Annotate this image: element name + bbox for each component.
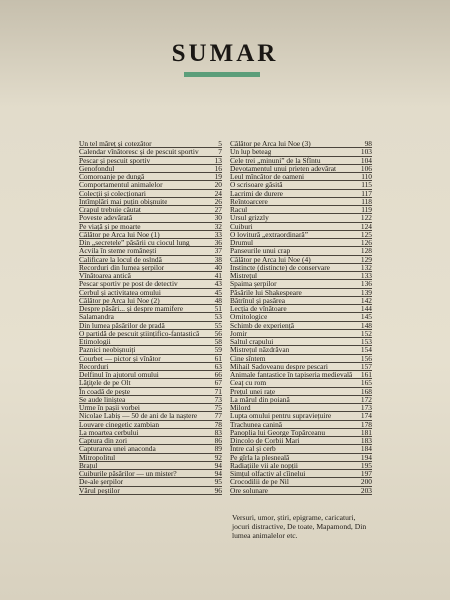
toc-entry-page: 203 xyxy=(360,486,372,495)
toc-entry-page: 126 xyxy=(360,239,372,247)
toc-entry-title: Colecții și colecționari xyxy=(79,189,146,197)
toc-entry-page: 45 xyxy=(214,288,222,297)
toc-entry-page: 119 xyxy=(361,206,372,214)
toc-entry xyxy=(79,462,222,470)
toc-entry-page: 98 xyxy=(364,140,372,148)
toc-entry-title: Păsările lui Shakespeare xyxy=(230,288,302,296)
toc-entry xyxy=(230,445,372,453)
toc-entry-title: Acvila în steme românești xyxy=(79,247,157,255)
toc-entry xyxy=(79,272,222,280)
toc-entry-page: 26 xyxy=(214,197,222,206)
toc-entry-title: Cerbul și activitatea omului xyxy=(79,288,161,296)
toc-entry-title: Capturarea unei anaconda xyxy=(79,445,156,453)
toc-entry xyxy=(79,239,222,247)
toc-entry-page: 73 xyxy=(214,395,222,404)
toc-entry-page: 197 xyxy=(360,470,372,478)
toc-entry-title: Mihail Sadoveanu despre pescari xyxy=(230,362,328,370)
toc-entry-title: Leul mîncător de oameni xyxy=(230,173,305,181)
toc-entry xyxy=(230,198,372,206)
toc-entry-title: Călător pe Arca lui Noe (2) xyxy=(79,296,160,304)
toc-entry-title: Ore solunare xyxy=(230,486,268,494)
toc-entry-page: 32 xyxy=(214,222,222,231)
toc-entry-page: 110 xyxy=(361,173,372,181)
toc-entry-page: 157 xyxy=(360,362,372,371)
toc-entry-page: 144 xyxy=(360,305,372,313)
toc-entry xyxy=(230,478,372,486)
toc-entry xyxy=(79,322,222,330)
toc-entry xyxy=(230,437,372,445)
toc-entry-page: 75 xyxy=(214,404,222,412)
toc-entry-page: 36 xyxy=(214,239,222,247)
toc-entry-page: 19 xyxy=(214,173,222,181)
toc-entry-title: Poveste adevărată xyxy=(79,214,133,222)
toc-entry-title: Din „secretele” păsării cu ciocul lung xyxy=(79,239,190,247)
toc-entry-page: 86 xyxy=(214,437,222,445)
toc-entry-title: Vînătoarea antică xyxy=(79,272,131,280)
toc-entry-page: 20 xyxy=(214,181,222,190)
toc-entry xyxy=(79,363,222,371)
toc-entry xyxy=(230,470,372,478)
toc-entry xyxy=(79,247,222,255)
toc-entry xyxy=(230,346,372,354)
toc-entry-title: Racul xyxy=(230,206,248,214)
toc-entry-title: Ceaț cu rom xyxy=(230,379,267,387)
toc-entry xyxy=(230,313,372,321)
toc-entry xyxy=(79,371,222,379)
toc-entry xyxy=(79,338,222,346)
toc-entry-page: 173 xyxy=(360,404,372,412)
toc-entry-page: 16 xyxy=(214,164,222,173)
toc-entry xyxy=(230,223,372,231)
toc-entry-page: 51 xyxy=(214,305,222,313)
toc-entry-page: 122 xyxy=(360,214,372,223)
toc-entry-page: 168 xyxy=(360,387,372,396)
toc-entry xyxy=(230,379,372,387)
toc-entry-title: La mărul din poiană xyxy=(230,395,290,403)
toc-entry-title: Lacrimi de durere xyxy=(230,189,283,197)
toc-entry-title: Spaima șerpilor xyxy=(230,280,277,288)
toc-entry-page: 148 xyxy=(360,321,372,330)
toc-entry xyxy=(79,280,222,288)
toc-entry-title: Un lup beteag xyxy=(230,148,272,156)
toc-entry xyxy=(79,181,222,189)
toc-entry-title: Ornitologice xyxy=(230,313,268,321)
toc-entry-page: 66 xyxy=(214,371,222,379)
toc-entry xyxy=(230,140,372,148)
toc-entry-page: 27 xyxy=(214,206,222,214)
toc-entry-title: Paznici neobișnuiți xyxy=(79,346,136,354)
toc-entry xyxy=(79,148,222,156)
toc-entry xyxy=(230,297,372,305)
toc-entry-page: 5 xyxy=(218,140,222,148)
toc-entry xyxy=(79,289,222,297)
toc-entry-title: Crapul trebuie căutat xyxy=(79,206,141,214)
toc-entry-page: 24 xyxy=(214,189,222,198)
toc-entry-title: În coadă de pește xyxy=(79,387,131,395)
toc-entry-title: Călător pe Arca lui Noe (3) xyxy=(230,140,311,148)
toc-entry xyxy=(79,173,222,181)
toc-entry-page: 13 xyxy=(214,156,222,165)
toc-entry-title: Animale fantastice în tapiseria medievală xyxy=(230,371,353,379)
toc-entry xyxy=(230,231,372,239)
toc-entry-title: Urme în pașii vorbei xyxy=(79,404,140,412)
toc-entry-page: 37 xyxy=(214,247,222,256)
toc-entry-title: O partidă de pescuit științifico-fantastică xyxy=(79,329,200,337)
toc-entry-page: 41 xyxy=(214,272,222,280)
toc-entry xyxy=(79,470,222,478)
toc-entry xyxy=(230,330,372,338)
toc-entry-page: 94 xyxy=(214,461,222,470)
toc-entry xyxy=(230,206,372,214)
toc-entry-page: 67 xyxy=(214,379,222,388)
toc-right-column xyxy=(230,140,372,495)
toc-entry-title: Crocodilii de pe Nil xyxy=(230,478,289,486)
toc-entry xyxy=(79,412,222,420)
toc-entry-title: Devotamentul unui prieten adevărat xyxy=(230,164,337,172)
toc-entry-title: Despre păsări... și despre mamifere xyxy=(79,305,184,313)
toc-entry-title: O scrisoare găsită xyxy=(230,181,283,189)
toc-entry-title: Călător pe Arca lui Noe (1) xyxy=(79,230,160,238)
toc-entry-title: Reîntoarcere xyxy=(230,197,268,205)
toc-entry-page: 128 xyxy=(360,247,372,256)
toc-entry-title: Salamandra xyxy=(79,313,114,321)
toc-entry-title: Cine sîntem xyxy=(230,354,266,362)
toc-entry-page: 104 xyxy=(360,156,372,165)
toc-entry-title: Lecția de vînătoare xyxy=(230,305,287,313)
toc-entry-title: Mistrețul xyxy=(230,272,258,280)
toc-entry xyxy=(230,247,372,255)
toc-entry-page: 89 xyxy=(214,445,222,454)
toc-entry xyxy=(230,404,372,412)
toc-entry-title: Dincolo de Corbii Mari xyxy=(230,437,300,445)
toc-entry xyxy=(230,181,372,189)
toc-entry-title: Din lumea păsărilor de pradă xyxy=(79,321,165,329)
toc-entry-page: 161 xyxy=(360,371,372,379)
toc-entry-title: Captura din zori xyxy=(79,437,128,445)
toc-entry-page: 58 xyxy=(214,338,222,346)
toc-entry-title: Bătrînul și pasărea xyxy=(230,296,286,304)
toc-entry-title: Calendar vînătoresc și de pescuit sportiv xyxy=(79,148,199,156)
toc-entry-title: Comportamentul animalelor xyxy=(79,181,163,189)
toc-entry xyxy=(230,214,372,222)
toc-entry-page: 103 xyxy=(360,148,372,157)
toc-entry-page: 63 xyxy=(214,362,222,371)
toc-entry-title: Cele trei „minuni” de la Sfîntu xyxy=(230,156,321,164)
toc-entry xyxy=(79,445,222,453)
toc-entry-page: 194 xyxy=(360,453,372,462)
toc-entry-page: 71 xyxy=(214,387,222,396)
toc-entry xyxy=(79,190,222,198)
toc-entry-title: Cuiburile păsărilor — un mister? xyxy=(79,470,177,478)
toc-entry-page: 92 xyxy=(214,453,222,462)
toc-entry-page: 139 xyxy=(360,288,372,297)
toc-entry xyxy=(230,412,372,420)
toc-entry xyxy=(79,214,222,222)
toc-entry-title: Cuiburi xyxy=(230,222,253,230)
toc-entry xyxy=(230,388,372,396)
toc-entry-title: Panoplia lui George Topârceanu xyxy=(230,428,326,436)
toc-entry-page: 56 xyxy=(214,329,222,338)
toc-entry xyxy=(79,437,222,445)
toc-entry-title: Milord xyxy=(230,404,251,412)
toc-entry-title: Brațul xyxy=(79,461,98,469)
toc-entry-title: Recorduri xyxy=(79,362,109,370)
toc-entry xyxy=(230,338,372,346)
toc-entry-title: Lupta omului pentru supraviețuire xyxy=(230,412,332,420)
toc-entry xyxy=(230,454,372,462)
toc-entry-title: Louvare cinegetic zambian xyxy=(79,420,160,428)
toc-entry xyxy=(230,305,372,313)
toc-entry xyxy=(79,330,222,338)
toc-entry-page: 152 xyxy=(360,329,372,338)
toc-entry-page: 145 xyxy=(360,313,372,322)
toc-entry-title: Courbet — pictor și vînător xyxy=(79,354,161,362)
toc-entry-title: Un tel măreț și cotezător xyxy=(79,140,152,148)
toc-entry xyxy=(79,396,222,404)
toc-entry-page: 7 xyxy=(218,148,222,157)
toc-entry-title: Drumul xyxy=(230,239,253,247)
toc-entry-page: 43 xyxy=(214,280,222,289)
toc-entry xyxy=(79,198,222,206)
toc-entry xyxy=(230,239,372,247)
toc-entry-title: Delfinul în ajutorul omului xyxy=(79,371,159,379)
toc-entry-title: Recorduri din lumea șerpilor xyxy=(79,263,165,271)
toc-entry xyxy=(79,429,222,437)
toc-entry-page: 59 xyxy=(214,346,222,355)
toc-entry xyxy=(79,256,222,264)
toc-entry-title: O lovitură „extraordinară” xyxy=(230,230,308,238)
toc-entry-page: 178 xyxy=(360,420,372,429)
toc-entry-page: 184 xyxy=(360,445,372,454)
toc-entry xyxy=(230,272,372,280)
toc-entry-page: 61 xyxy=(214,354,222,363)
toc-entry xyxy=(230,429,372,437)
toc-entry-title: Lăţiţele de pe Olt xyxy=(79,379,131,387)
toc-entry-title: Schimb de experiență xyxy=(230,321,295,329)
toc-entry xyxy=(79,165,222,173)
toc-entry-page: 117 xyxy=(361,189,372,198)
toc-entry-page: 118 xyxy=(361,197,372,206)
toc-entry xyxy=(79,206,222,214)
toc-entry xyxy=(79,388,222,396)
toc-entry-page: 38 xyxy=(214,255,222,264)
toc-entry-title: Prețul unei rațe xyxy=(230,387,276,395)
toc-entry-title: Instincte (distincte) de conservare xyxy=(230,263,330,271)
toc-entry-title: De-ale șerpilor xyxy=(79,478,124,486)
toc-entry-title: Ursul grizzly xyxy=(230,214,269,222)
toc-entry-page: 136 xyxy=(360,280,372,289)
toc-entry-page: 154 xyxy=(360,346,372,355)
toc-entry-page: 165 xyxy=(360,379,372,388)
toc-entry-title: Jomir xyxy=(230,329,247,337)
toc-entry-page: 153 xyxy=(360,338,372,346)
toc-entry xyxy=(230,157,372,165)
toc-entry-page: 174 xyxy=(360,412,372,421)
toc-entry-title: Genofondul xyxy=(79,164,115,172)
toc-entry-page: 183 xyxy=(360,437,372,445)
toc-entry-title: Între cal și cerb xyxy=(230,445,276,453)
toc-entry-title: Mistrețul năzdrăvan xyxy=(230,346,290,354)
toc-entry xyxy=(230,462,372,470)
toc-entry-page: 172 xyxy=(360,395,372,404)
toc-entry xyxy=(230,190,372,198)
toc-entry-title: Trachunea canină xyxy=(230,420,283,428)
toc-entry xyxy=(79,454,222,462)
toc-entry xyxy=(79,355,222,363)
toc-entry-title: Etimologii xyxy=(79,338,111,346)
toc-entry xyxy=(79,478,222,486)
toc-entry-title: Pescar și pescuit sportiv xyxy=(79,156,151,164)
toc-entry-page: 195 xyxy=(360,461,372,470)
toc-entry xyxy=(230,280,372,288)
toc-entry xyxy=(79,379,222,387)
toc-entry-title: Intîmplări mai puțin obișnuite xyxy=(79,197,168,205)
toc-entry-page: 156 xyxy=(360,354,372,363)
toc-entry-title: Pescar sportiv pe post de detectiv xyxy=(79,280,178,288)
toc-left-column xyxy=(79,140,222,495)
toc-entry-page: 106 xyxy=(360,164,372,173)
toc-entry xyxy=(79,231,222,239)
toc-entry-title: Simțul olfactiv al cîinelui xyxy=(230,470,306,478)
toc-entry xyxy=(230,487,372,495)
toc-entry-page: 129 xyxy=(360,255,372,264)
page-title: SUMAR xyxy=(171,40,279,67)
toc-entry xyxy=(79,157,222,165)
toc-entry-page: 77 xyxy=(214,412,222,421)
toc-entry xyxy=(230,371,372,379)
toc-entry xyxy=(230,264,372,272)
toc-entry xyxy=(230,256,372,264)
toc-entry xyxy=(79,264,222,272)
toc-entry-page: 55 xyxy=(214,321,222,330)
toc-entry-page: 30 xyxy=(214,214,222,223)
toc-entry-title: Pe viață și pe moarte xyxy=(79,222,141,230)
toc-entry xyxy=(230,173,372,181)
toc-entry-page: 181 xyxy=(360,428,372,437)
toc-entry xyxy=(79,404,222,412)
toc-entry xyxy=(230,289,372,297)
toc-entry xyxy=(79,305,222,313)
toc-entry-page: 40 xyxy=(214,263,222,272)
toc-entry xyxy=(79,487,222,495)
toc-entry xyxy=(79,297,222,305)
toc-entry-page: 33 xyxy=(214,230,222,239)
toc-entry-page: 124 xyxy=(360,222,372,231)
toc-entry-page: 142 xyxy=(360,296,372,305)
footer-note: Versuri, umor, știri, epigrame, caricaturi, jocuri distractive, De toate, Mapamond, Din lumea animalelor etc. xyxy=(232,513,367,540)
toc-entry-title: Panseurile unui crap xyxy=(230,247,291,255)
toc-entry xyxy=(230,421,372,429)
toc-entry xyxy=(230,322,372,330)
toc-entry xyxy=(230,165,372,173)
toc-entry-page: 94 xyxy=(214,470,222,478)
toc-entry xyxy=(230,396,372,404)
toc-entry-page: 96 xyxy=(214,486,222,495)
toc-entry-page: 48 xyxy=(214,296,222,305)
toc-entry-page: 132 xyxy=(360,263,372,272)
toc-entry-title: Nicolae Labiș — 50 de ani de la naștere xyxy=(79,412,198,420)
toc-entry xyxy=(79,223,222,231)
toc-entry-page: 95 xyxy=(214,478,222,487)
toc-entry-title: La moartea cerbului xyxy=(79,428,139,436)
toc-entry-title: Se aude liniștea xyxy=(79,395,126,403)
toc-entry-title: Pe gîrla la plesneală xyxy=(230,453,290,461)
toc-entry-title: Mitropolitul xyxy=(79,453,116,461)
toc-entry-page: 53 xyxy=(214,313,222,322)
toc-entry xyxy=(79,421,222,429)
toc-entry-title: Comoroanje pe dungă xyxy=(79,173,145,181)
toc-entry-page: 78 xyxy=(214,420,222,429)
toc-entry-page: 125 xyxy=(360,230,372,239)
toc-entry-title: Saltul crapului xyxy=(230,338,274,346)
toc-entry-page: 133 xyxy=(360,272,372,280)
toc-entry-title: Călător pe Arca lui Noe (4) xyxy=(230,255,311,263)
toc-entry-page: 83 xyxy=(214,428,222,437)
toc-entry xyxy=(79,346,222,354)
title-underline xyxy=(184,72,260,77)
toc-entry-title: Radiațiile vii ale nopții xyxy=(230,461,298,469)
toc-entry xyxy=(79,140,222,148)
toc-entry-title: Calificare la locul de oslndă xyxy=(79,255,162,263)
toc-entry xyxy=(230,363,372,371)
toc-entry-title: Vărul peștilor xyxy=(79,486,120,494)
toc-entry-page: 115 xyxy=(361,181,372,190)
toc-entry xyxy=(79,313,222,321)
toc-entry-page: 200 xyxy=(360,478,372,487)
toc-entry xyxy=(230,355,372,363)
toc-entry xyxy=(230,148,372,156)
